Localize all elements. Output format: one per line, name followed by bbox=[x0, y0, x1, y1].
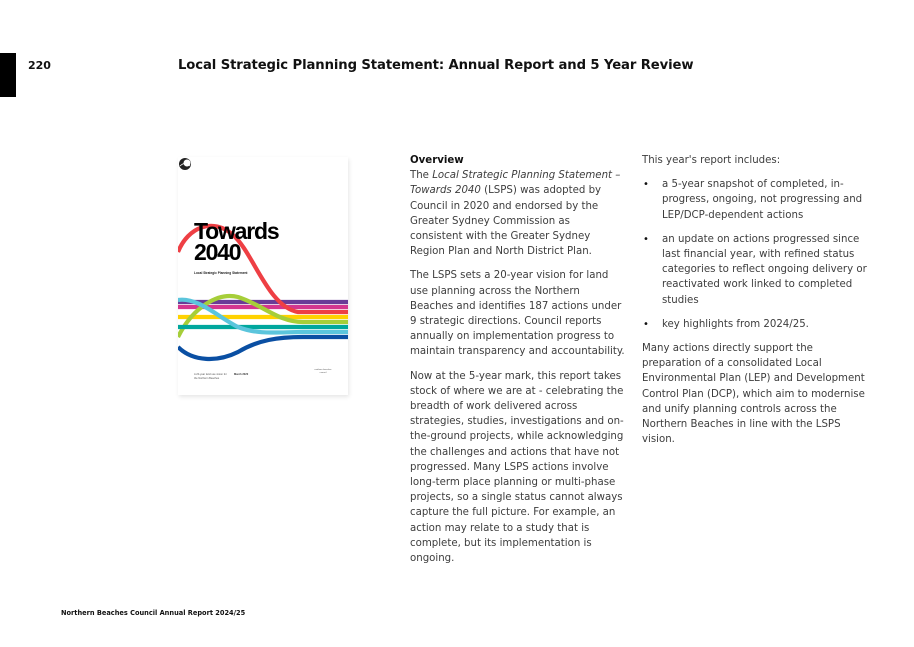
bullet-icon: • bbox=[643, 318, 649, 330]
cover-band-dark-blue bbox=[178, 337, 348, 359]
report-includes-closing: Many actions directly support the preparation of a consolidated Local Environmental Plan (LEP) and Development Control Plan (DCP), which aim to modernise and unify planning controls across the Northern Beaches in line with the LSPS vision. bbox=[642, 343, 865, 446]
cover-image bbox=[178, 157, 348, 395]
cover-title-line1: Towards bbox=[194, 218, 279, 244]
cover-subtitle: Local Strategic Planning Statement bbox=[194, 271, 248, 275]
cover-artwork bbox=[178, 157, 348, 395]
overview-column bbox=[410, 153, 625, 575]
section-tab-marker bbox=[0, 53, 16, 97]
bullet-icon: • bbox=[643, 179, 649, 191]
list-item-text: an update on actions progressed since last financial year, with refined status categories to reflect ongoing delivery or reactivated work linked to completed studies bbox=[662, 233, 867, 306]
cover-footnote bbox=[194, 373, 227, 381]
cover-footnote-line1: A 20-year land use vision for bbox=[194, 373, 227, 376]
list-item bbox=[642, 317, 867, 332]
bullet-icon: • bbox=[643, 233, 649, 245]
paragraph-text: The bbox=[410, 170, 433, 182]
document-title-italic: Local Strategic Planning Statement – Towards 2040 bbox=[410, 170, 621, 197]
cover-title-line2: 2040 bbox=[194, 239, 241, 265]
report-includes-list bbox=[642, 177, 867, 332]
list-item-text: key highlights from 2024/25. bbox=[662, 318, 809, 330]
council-logo-icon bbox=[178, 157, 192, 171]
list-item-text: a 5-year snapshot of completed, in-progress, ongoing, not progressing and LEP/DCP-dependent actions bbox=[662, 179, 863, 221]
footer-text: Northern Beaches Council Annual Report 2024/25 bbox=[61, 609, 246, 617]
report-includes-column bbox=[642, 153, 867, 456]
overview-heading: Overview bbox=[410, 155, 464, 166]
cover-title bbox=[194, 218, 279, 265]
overview-paragraph-3: Now at the 5-year mark, this report takes stock of where we are at - celebrating the breadth of work delivered across strategies, studies, investigations and on-the-ground projects, while acknowledging the challenges and actions that have not progressed. Many LSPS actions involve long-term place planning or multi-phase projects, so a single status cannot always capture the full picture. For example, an action may relate to a study that is complete, but its implementation is ongoing. bbox=[410, 370, 624, 565]
cover-logo-text: northern beaches council bbox=[314, 369, 332, 374]
cover-date: March 2020 bbox=[234, 373, 249, 376]
overview-paragraph-1 bbox=[410, 168, 625, 259]
report-includes-intro: This year's report includes: bbox=[642, 155, 781, 166]
list-item bbox=[642, 232, 867, 308]
overview-paragraph-2: The LSPS sets a 20-year vision for land use planning across the Northern Beaches and identifies 187 actions under 9 strategic directions. Council reports annually on implementation progress to maintain transparency and accountability. bbox=[410, 270, 625, 358]
list-item bbox=[642, 177, 867, 223]
page-number: 220 bbox=[28, 59, 51, 72]
paragraph-text: (LSPS) was adopted by Council in 2020 and endorsed by the Greater Sydney Commission as consistent with the Greater Sydney Region Plan and North District Plan. bbox=[410, 185, 602, 258]
page-title: Local Strategic Planning Statement: Annual Report and 5 Year Review bbox=[178, 58, 694, 73]
cover-footnote-line2: the Northern Beaches bbox=[194, 377, 220, 380]
